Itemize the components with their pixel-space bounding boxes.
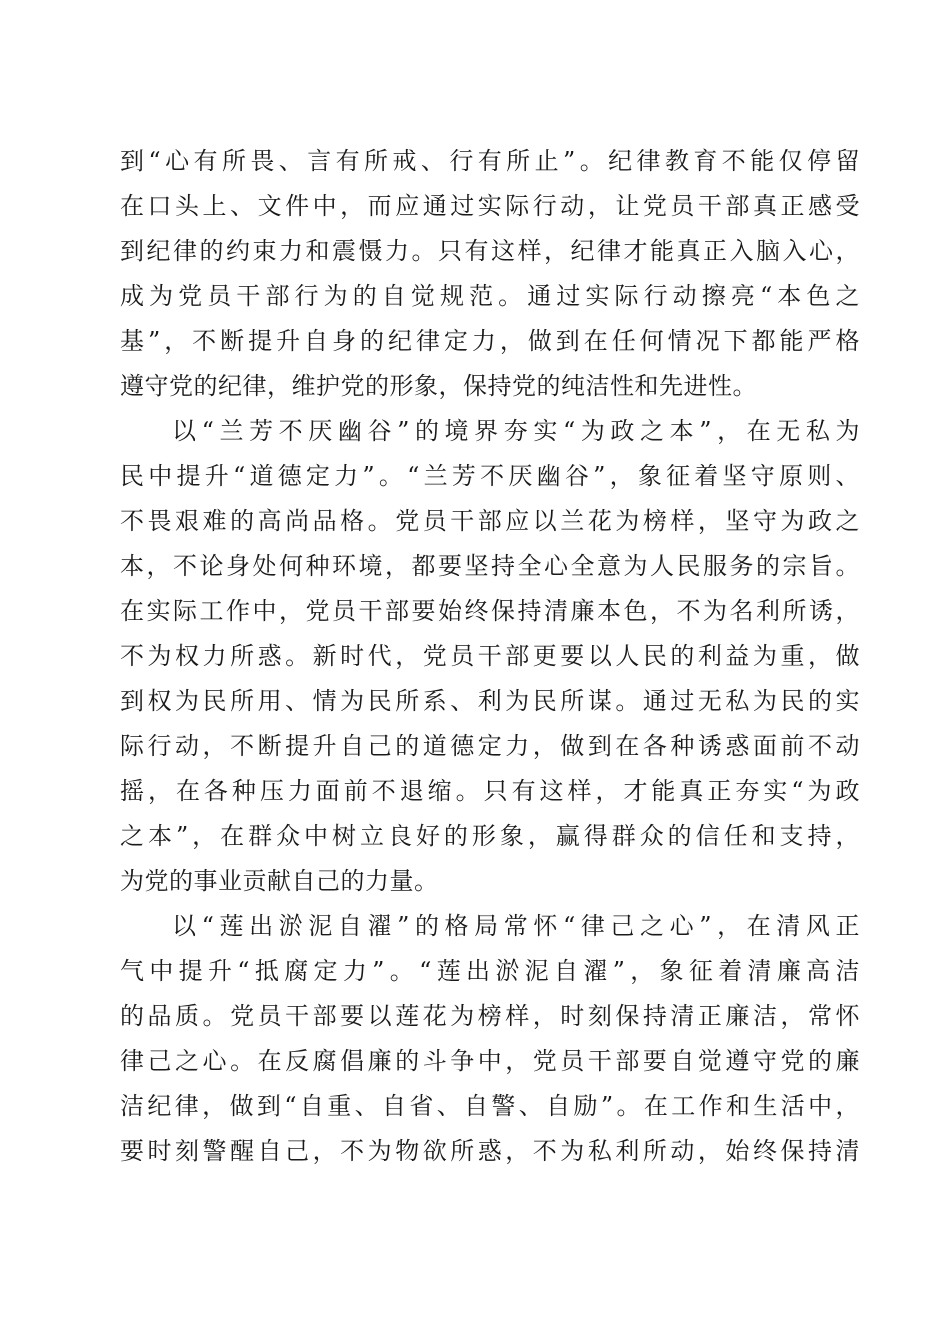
text-line: 到纪律的约束力和震慑力。只有这样，纪律才能真正入脑入心， [120, 237, 860, 265]
text-line: 要时刻警醒自己，不为物欲所惑，不为私利所动，始终保持清 [120, 1137, 860, 1165]
text-line: 以“兰芳不厌幽谷”的境界夯实“为政之本”，在无私为 [172, 417, 860, 445]
text-line: 本，不论身处何种环境，都要坚持全心全意为人民服务的宗旨。 [120, 552, 860, 580]
document-body [120, 139, 860, 1174]
text-line: 为党的事业贡献自己的力量。 [120, 867, 439, 895]
text-line: 民中提升“道德定力”。“兰芳不厌幽谷”，象征着坚守原则、 [120, 462, 860, 490]
text-line: 律己之心。在反腐倡廉的斗争中，党员干部要自觉遵守党的廉 [120, 1047, 860, 1075]
text-line: 摇，在各种压力面前不退缩。只有这样，才能真正夯实“为政 [120, 777, 860, 805]
text-line: 之本”，在群众中树立良好的形象，赢得群众的信任和支持， [120, 822, 860, 850]
text-line: 在实际工作中，党员干部要始终保持清廉本色，不为名利所诱， [120, 597, 860, 625]
text-line: 际行动，不断提升自己的道德定力，做到在各种诱惑面前不动 [120, 732, 860, 760]
text-line: 不为权力所惑。新时代，党员干部更要以人民的利益为重，做 [120, 642, 860, 670]
text-line: 不畏艰难的高尚品格。党员干部应以兰花为榜样，坚守为政之 [120, 507, 860, 535]
text-line: 到权为民所用、情为民所系、利为民所谋。通过无私为民的实 [120, 687, 860, 715]
text-line: 在口头上、文件中，而应通过实际行动，让党员干部真正感受 [120, 192, 860, 220]
text-line: 洁纪律，做到“自重、自省、自警、自励”。在工作和生活中， [120, 1092, 860, 1120]
text-line: 基”，不断提升自身的纪律定力，做到在任何情况下都能严格 [120, 327, 860, 355]
text-line: 以“莲出淤泥自濯”的格局常怀“律己之心”，在清风正 [172, 912, 860, 940]
text-line: 成为党员干部行为的自觉规范。通过实际行动擦亮“本色之 [120, 282, 860, 310]
text-line: 的品质。党员干部要以莲花为榜样，时刻保持清正廉洁，常怀 [120, 1002, 860, 1030]
text-line: 气中提升“抵腐定力”。“莲出淤泥自濯”，象征着清廉高洁 [120, 957, 860, 985]
text-line: 到“心有所畏、言有所戒、行有所止”。纪律教育不能仅停留 [120, 147, 860, 175]
text-line: 遵守党的纪律，维护党的形象，保持党的纯洁性和先进性。 [120, 372, 757, 400]
